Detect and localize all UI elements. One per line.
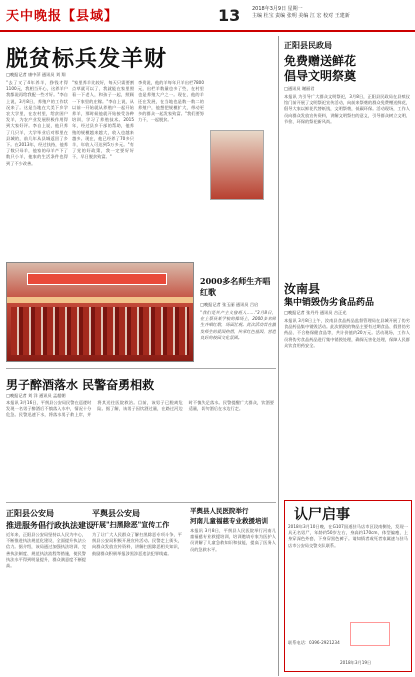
left-low-headline-2: 推进服务倡行政执法建设 <box>6 520 94 530</box>
mid-low-article: 为了让广大人民群众了解扫黑除恶专项斗争，平舆县公安局积极开展宣传活动。民警走上街头，向群众发放宣传资料，讲解扫黑除恶相关知识，鼓励群众积极举报涉黑涉恶违法犯罪线索。 <box>92 532 182 556</box>
section-rule <box>6 368 276 369</box>
photo-byline: □晚报记者 张玉丽 通讯员 吕启 <box>200 302 259 307</box>
main-article-col1: "去了又了4年养羊，挣钱才得1100元，我相当开心，这养羊户我都说再给我配一些才好。"李自上说，3月8日，养殖户的工作状况来了。这是当地在大美下乡学农大学里，在农村里，给贫困户发羊，为农产业发展积极作用得到大家好评。李自上说，他只养了几只羊，大学毕业后对那里在县城的，前几年从县城返回了乡下。在2013年，经过扶持，他养了数只母羊，他家的母羊产下了数只小羊，他家的生活条件也得到了不少改善。 <box>6 80 68 166</box>
newspaper-logo: 天中晚报【县域】 <box>6 9 119 24</box>
mid-byline: □晚报记者 刘 洋 通讯员 孟超朝 <box>6 393 66 398</box>
date-line <box>252 6 412 20</box>
photo-caption-text: "我们是共产主义接班人……"3月8日，在上蔡县某学校的操场上，2000多名师生齐唱红歌，场面壮观。此次活动旨在激发师生的爱国热情，传承红色基因，营造良好的校园文化氛围。 <box>200 310 276 340</box>
mid-headline: 男子醉酒落水 民警奋勇相救 <box>6 378 155 392</box>
choir-photo <box>6 262 194 362</box>
right-mid-headline: 汝南县 <box>284 282 321 296</box>
right-mid-article: 本报讯 3月8日上午，汝南县食品药品监督管理局在县城开展了伪劣食品药品集中销毁活动。此次销毁的物品主要有过期食品、假冒伪劣药品、不合格保健食品等，共计价值约20万元。活动现场，工作人员将伪劣食品药品进行集中销毁处理，确保无害化处理，保障人民群众饮食用药安全。 <box>284 318 410 348</box>
notice-contact: 联系电话：0396-2921234 <box>288 640 340 645</box>
main-article-col3: 李贵说，他的羊每年只羊出栏7800元，出栏羊数量也多了些，在村里也是养殖大户之一。现在，他的羊还在发展，在当地也是数一数二的养殖户，他想把规模扩大，带动更多的群众一起发家致富。"我们要努力干，一起脱贫。" <box>138 80 204 123</box>
photo-stripe <box>7 297 193 303</box>
notice-text: 2018年3月10日晚，在G107国道驻马店市区段南侧处，发现一具无名男尸，年龄约50岁左右，身高约170cm，体型偏瘦，上身穿深色外套，下身穿黑色裤子。请知情者或死者家属速与驻马店市公安局交警支队联系。 <box>288 524 408 548</box>
right-mid-headline-2: 集中销毁伪劣食品药品 <box>284 298 375 308</box>
bottom-mid-headline: 平舆县人民医院举行 <box>190 507 249 515</box>
right-top-headline: 正阳县民政局 <box>284 40 332 50</box>
right-mid-byline: □晚报记者 张丹丹 通讯员 吉正光 <box>284 310 347 315</box>
mid-low-headline-2: 开展"扫黑除恶"宣传工作 <box>92 520 170 529</box>
column-divider <box>278 36 279 676</box>
editors-text: 主编 杜宝 责编 张明 美编 江 宏 校对 王建新 <box>252 13 350 19</box>
bottom-mid-headline-2: 河南儿童福慈专业救援培训 <box>190 517 268 525</box>
main-article-col2: "家里养羊比较好，每天只需要割点草就可以了，我就能在家里照看一下老人，和孩子一起，照顾一下家里的庄稼。"李自上说，从以前一开始就从养殖户一起开始养羊，那时候他就开始接受各种培训，学习了养殖技术。2015年，经过县乡干部的帮助，他养殖的规模越来越大，收入也越来越多。现在，他已经养了70多只羊，年收入可达到5万多元。"有了党的好政策，我一定要好好干，早日脱贫致富。" <box>72 80 134 160</box>
photo-choir <box>11 307 189 355</box>
mid-low-headline: 平舆县公安局 <box>92 508 140 518</box>
page-number: 13 <box>218 6 241 25</box>
right-top-headline-2: 免费赠送鲜花 <box>284 54 357 68</box>
section-rule-2 <box>6 502 276 503</box>
right-top-byline: □通讯员 谢丽君 <box>284 86 315 91</box>
right-top-headline-3: 倡导文明祭奠 <box>284 69 357 83</box>
notice-date: 2018年3月19日 <box>340 660 372 665</box>
left-low-article: 近年来，正阳县公安局坚持以人民为中心，不断推进执法规范化建设，全面提升执法公信力。据介绍，该局通过加强执法培训、完善执法制度、规范执法流程等措施，使民警执法水平得到明显提升，群众满意度不断提高。 <box>6 532 86 569</box>
bottom-mid-article: 本报讯 3月8日，平舆县人民医院举行河南儿童福慈专业救援培训，培训邀请专家为医护人员讲解了儿童急救知识和技能，提高了医务人员的急救水平。 <box>190 528 276 552</box>
official-stamp <box>350 622 390 646</box>
left-low-headline: 正阳县公安局 <box>6 508 54 518</box>
main-byline: □晚报记者 康中萍 通讯员 刘 翔 <box>6 72 66 77</box>
mid-article: 本报讯 3月16日，平舆县公安局民警在巡逻时发现一名男子醉酒后不慎落入水中，情况十分危急。民警迅速下水，将落水男子救上岸，并将其送往医院救治。目前，该男子已脱离危险。据了解，该男子因饮酒过量，在路过河边时不慎失足落水。民警提醒广大群众，饮酒要适量，切勿酒后在水边行走。 <box>6 400 274 418</box>
article-photo <box>210 130 264 200</box>
date-text: 2018年3月9日 星期一 <box>252 6 303 12</box>
notice-title: 认尸启事 <box>294 507 350 523</box>
photo-headline: 2000多名师生齐唱红歌 <box>200 276 271 297</box>
main-headline: 脱贫标兵发羊财 <box>6 46 168 72</box>
photo-banner <box>27 273 167 285</box>
right-top-article: 本报讯 为引导广大群众文明祭祀，3月8日，正阳县民政局在县殡仪馆门前开展了文明祭祀宣传活动，向前来祭奠的群众免费赠送鲜花，倡导大家以鲜花代替纸钱，文明祭奠，低碳环保。活动现场，工作人员向群众发放宣传资料，讲解文明祭扫的意义，引导群众树立文明、节俭、环保的祭祀新风尚。 <box>284 94 410 124</box>
